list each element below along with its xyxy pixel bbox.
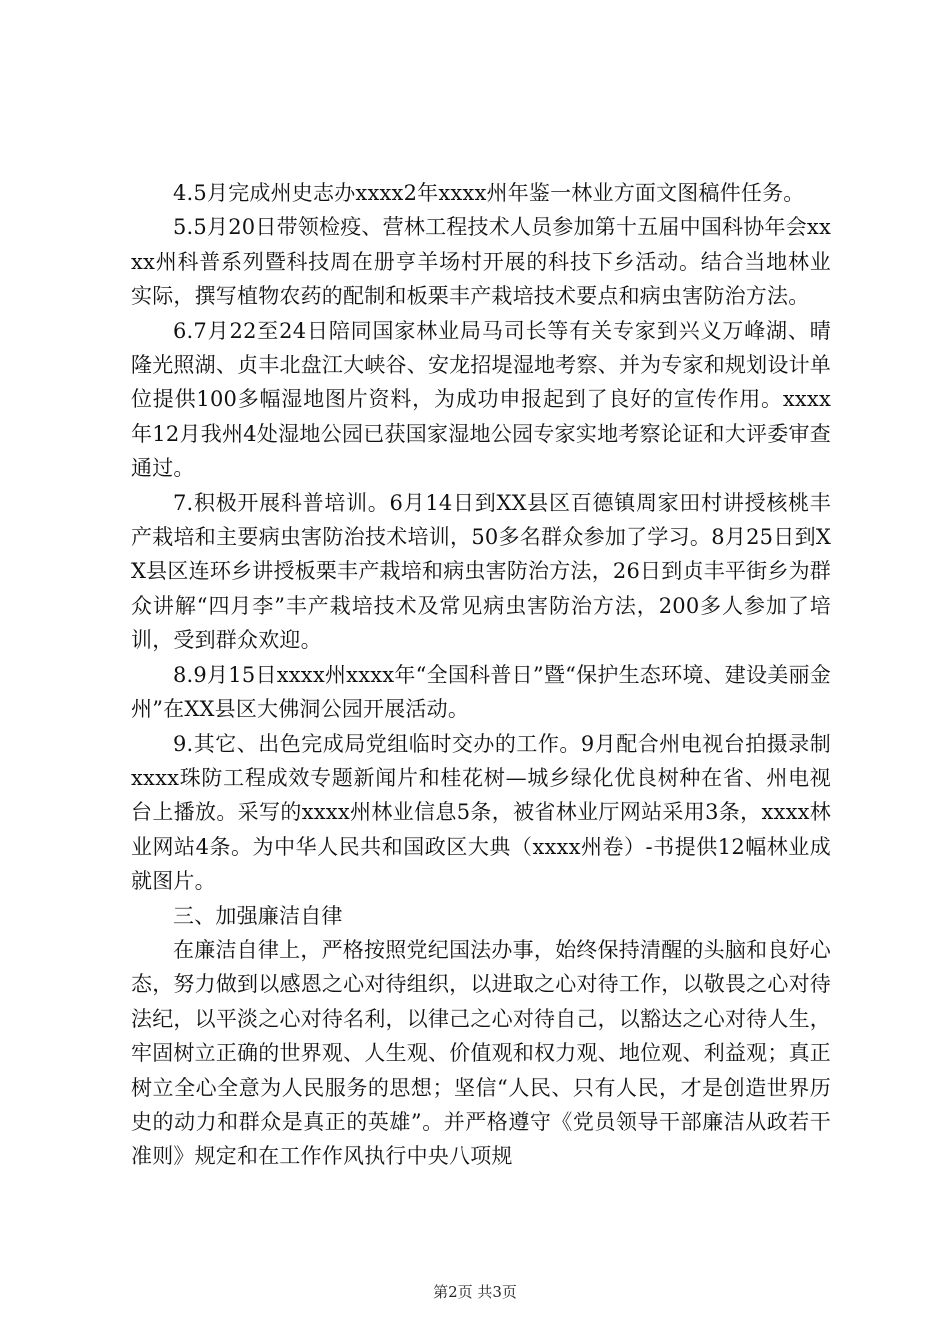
section-heading: 三、加强廉洁自律	[173, 903, 343, 928]
paragraph-integrity: 在廉洁自律上，严格按照党纪国法办事，始终保持清醒的头脑和良好心态，努力做到以感恩之心对待组织，以进取之心对待工作，以敬畏之心对待法纪，以平淡之心对待名利，以律己之心对待自己，以豁达之心对待人生，牢固树立正确的世界观、人生观、价值观和权力观、地位观、利益观；真正树立全心全意为人民服务的思想；坚信“人民、只有人民，才是创造世界历史的动力和群众是真正的英雄”。并严格遵守《党员领导干部廉洁从政若干准则》规定和在工作作风执行中央八项规	[131, 937, 831, 1169]
paragraph-item-6: 6.7月22至24日陪同国家林业局马司长等有关专家到兴义万峰湖、晴隆光照湖、贞丰北盘江大峡谷、安龙招堤湿地考察、并为专家和规划设计单位提供100多幅湿地图片资料，为成功申报起到了良好的宣传作用。xxxx年12月我州4处湿地公园已获国家湿地公园专家实地考察论证和大评委审查通过。	[131, 318, 831, 481]
paragraph-item-7: 7.积极开展科普培训。6月14日到XX县区百德镇周家田村讲授核桃丰产栽培和主要病虫害防治技术培训，50多名群众参加了学习。8月25日到XX县区连环乡讲授板栗丰产栽培和病虫害防治方法，26日到贞丰平街乡为群众讲解“四月李”丰产栽培技术及常见病虫害防治方法，200多人参加了培训，受到群众欢迎。	[131, 490, 831, 653]
page-number-footer: 第2页 共3页	[433, 1283, 517, 1301]
paragraph-item-5: 5.5月20日带领检疫、营林工程技术人员参加第十五届中国科协年会xxxx州科普系列暨科技周在册亨羊场村开展的科技下乡活动。结合当地林业实际，撰写植物农药的配制和板栗丰产栽培技术要点和病虫害防治方法。	[131, 215, 831, 309]
paragraph-item-9: 9.其它、出色完成局党组临时交办的工作。9月配合州电视台拍摄录制xxxx珠防工程成效专题新闻片和桂花树—城乡绿化优良树种在省、州电视台上播放。采写的xxxx州林业信息5条，被省林业厅网站采用3条，xxxx林业网站4条。为中华人民共和国政区大典（xxxx州卷）-书提供12幅林业成就图片。	[131, 731, 831, 894]
document-body	[131, 176, 831, 1174]
paragraph-item-4: 4.5月完成州史志办xxxx2年xxxx州年鉴一林业方面文图稿件任务。	[173, 181, 805, 205]
paragraph-item-8: 8.9月15日xxxx州xxxx年“全国科普日”暨“保护生态环境、建设美丽金州”在XX县区大佛洞公园开展活动。	[131, 662, 831, 722]
